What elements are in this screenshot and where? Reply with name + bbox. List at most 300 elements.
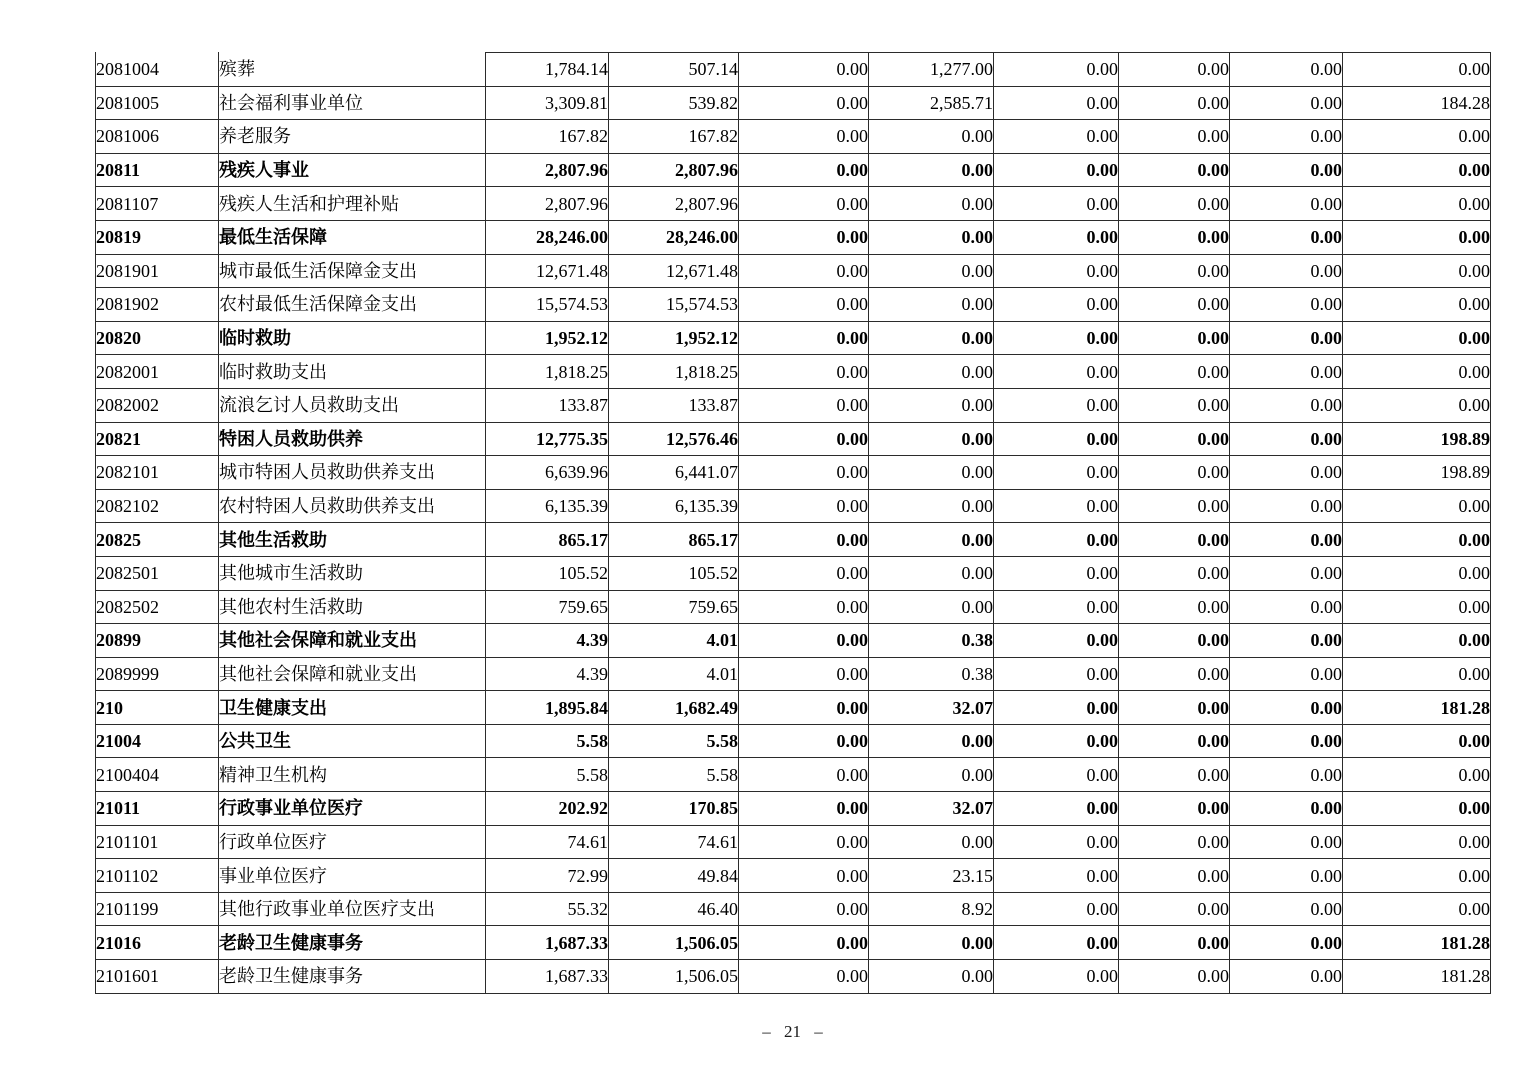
- row-name: 殡葬: [219, 53, 486, 87]
- row-value: 507.14: [609, 53, 739, 87]
- row-value: 12,671.48: [486, 254, 609, 288]
- row-value: 0.00: [739, 321, 869, 355]
- row-value: 181.28: [1343, 926, 1491, 960]
- row-value: 0.00: [869, 960, 994, 994]
- row-value: 0.38: [869, 624, 994, 658]
- table-row: [96, 254, 1491, 288]
- row-value: 0.00: [739, 388, 869, 422]
- row-value: 0.00: [869, 590, 994, 624]
- row-name: 其他城市生活救助: [219, 556, 486, 590]
- row-code: 2082501: [96, 556, 219, 590]
- row-name: 残疾人生活和护理补贴: [219, 187, 486, 221]
- row-value: 4.01: [609, 624, 739, 658]
- row-value: 1,687.33: [486, 926, 609, 960]
- row-value: 0.00: [1119, 724, 1230, 758]
- row-value: 0.00: [739, 220, 869, 254]
- row-value: 0.00: [1230, 657, 1343, 691]
- row-value: 0.00: [1230, 489, 1343, 523]
- row-value: 55.32: [486, 892, 609, 926]
- row-value: 0.00: [1119, 758, 1230, 792]
- row-value: 0.00: [739, 590, 869, 624]
- row-value: 15,574.53: [486, 288, 609, 322]
- row-value: 0.00: [994, 86, 1119, 120]
- row-value: 0.00: [994, 657, 1119, 691]
- row-name: 老龄卫生健康事务: [219, 926, 486, 960]
- row-value: 12,775.35: [486, 422, 609, 456]
- row-value: 0.00: [1119, 825, 1230, 859]
- row-name: 特困人员救助供养: [219, 422, 486, 456]
- row-value: 12,671.48: [609, 254, 739, 288]
- row-value: 0.00: [1119, 691, 1230, 725]
- row-value: 0.00: [1119, 926, 1230, 960]
- row-value: 0.00: [1343, 624, 1491, 658]
- row-value: 0.00: [1119, 892, 1230, 926]
- row-value: 1,952.12: [486, 321, 609, 355]
- budget-table: [95, 52, 1491, 994]
- table-row: [96, 892, 1491, 926]
- row-value: 0.00: [994, 724, 1119, 758]
- row-code: 2101199: [96, 892, 219, 926]
- row-code: 2081005: [96, 86, 219, 120]
- row-value: 0.00: [1119, 523, 1230, 557]
- row-value: 0.38: [869, 657, 994, 691]
- row-value: 1,277.00: [869, 53, 994, 87]
- row-value: 133.87: [486, 388, 609, 422]
- row-value: 0.00: [1119, 590, 1230, 624]
- row-value: 0.00: [1343, 556, 1491, 590]
- budget-table-body: [96, 53, 1491, 994]
- row-value: 0.00: [869, 288, 994, 322]
- row-name: 其他生活救助: [219, 523, 486, 557]
- row-code: 2081107: [96, 187, 219, 221]
- row-name: 公共卫生: [219, 724, 486, 758]
- row-value: 74.61: [609, 825, 739, 859]
- row-value: 0.00: [869, 523, 994, 557]
- row-value: 0.00: [1343, 355, 1491, 389]
- row-value: 0.00: [1230, 456, 1343, 490]
- row-value: 0.00: [994, 892, 1119, 926]
- row-code: 2101102: [96, 859, 219, 893]
- table-row: [96, 489, 1491, 523]
- row-value: 0.00: [739, 859, 869, 893]
- row-value: 0.00: [869, 724, 994, 758]
- row-value: 0.00: [739, 691, 869, 725]
- row-value: 0.00: [869, 321, 994, 355]
- row-value: 167.82: [486, 120, 609, 154]
- table-row: [96, 86, 1491, 120]
- row-name: 养老服务: [219, 120, 486, 154]
- row-value: 0.00: [1230, 120, 1343, 154]
- row-value: 0.00: [739, 825, 869, 859]
- table-row: [96, 590, 1491, 624]
- row-value: 0.00: [994, 590, 1119, 624]
- table-row: [96, 288, 1491, 322]
- row-value: 5.58: [609, 758, 739, 792]
- row-value: 105.52: [609, 556, 739, 590]
- table-row: [96, 153, 1491, 187]
- row-value: 15,574.53: [609, 288, 739, 322]
- row-value: 0.00: [1230, 355, 1343, 389]
- row-name: 行政事业单位医疗: [219, 792, 486, 826]
- row-value: 0.00: [1343, 758, 1491, 792]
- row-value: 0.00: [1119, 556, 1230, 590]
- row-value: 0.00: [739, 422, 869, 456]
- row-value: 0.00: [1119, 220, 1230, 254]
- row-value: 1,818.25: [609, 355, 739, 389]
- table-row: [96, 960, 1491, 994]
- row-value: 0.00: [994, 556, 1119, 590]
- row-value: 1,506.05: [609, 926, 739, 960]
- row-name: 其他社会保障和就业支出: [219, 657, 486, 691]
- row-value: 0.00: [1119, 53, 1230, 87]
- table-row: [96, 825, 1491, 859]
- row-code: 2082102: [96, 489, 219, 523]
- row-value: 0.00: [1230, 960, 1343, 994]
- row-value: 1,784.14: [486, 53, 609, 87]
- table-row: [96, 388, 1491, 422]
- row-value: 2,585.71: [869, 86, 994, 120]
- row-name: 行政单位医疗: [219, 825, 486, 859]
- row-value: 0.00: [1343, 187, 1491, 221]
- row-value: 8.92: [869, 892, 994, 926]
- row-value: 0.00: [1230, 388, 1343, 422]
- row-value: 105.52: [486, 556, 609, 590]
- row-value: 46.40: [609, 892, 739, 926]
- table-row: [96, 657, 1491, 691]
- row-value: 0.00: [739, 724, 869, 758]
- row-name: 农村特困人员救助供养支出: [219, 489, 486, 523]
- row-name: 其他社会保障和就业支出: [219, 624, 486, 658]
- row-value: 0.00: [1343, 825, 1491, 859]
- row-code: 21011: [96, 792, 219, 826]
- row-code: 21016: [96, 926, 219, 960]
- row-value: 0.00: [739, 960, 869, 994]
- row-value: 0.00: [1230, 187, 1343, 221]
- row-value: 0.00: [1343, 892, 1491, 926]
- row-code: 210: [96, 691, 219, 725]
- page-number: – 21 –: [762, 1022, 823, 1041]
- row-value: 0.00: [1119, 288, 1230, 322]
- row-value: 0.00: [869, 556, 994, 590]
- row-value: 0.00: [1343, 321, 1491, 355]
- row-name: 老龄卫生健康事务: [219, 960, 486, 994]
- row-value: 4.39: [486, 624, 609, 658]
- row-value: 0.00: [1230, 523, 1343, 557]
- row-value: 0.00: [1343, 153, 1491, 187]
- row-name: 城市特困人员救助供养支出: [219, 456, 486, 490]
- row-value: 167.82: [609, 120, 739, 154]
- row-value: 0.00: [1119, 388, 1230, 422]
- row-value: 6,135.39: [609, 489, 739, 523]
- row-value: 0.00: [994, 523, 1119, 557]
- row-value: 0.00: [1119, 960, 1230, 994]
- row-value: 0.00: [739, 489, 869, 523]
- row-code: 2100404: [96, 758, 219, 792]
- row-value: 0.00: [1119, 86, 1230, 120]
- row-value: 72.99: [486, 859, 609, 893]
- row-value: 74.61: [486, 825, 609, 859]
- row-value: 0.00: [1343, 859, 1491, 893]
- row-value: 0.00: [1119, 187, 1230, 221]
- row-value: 0.00: [739, 758, 869, 792]
- row-value: 2,807.96: [609, 153, 739, 187]
- row-name: 其他农村生活救助: [219, 590, 486, 624]
- row-code: 20821: [96, 422, 219, 456]
- row-value: 1,506.05: [609, 960, 739, 994]
- row-value: 0.00: [1230, 792, 1343, 826]
- row-value: 181.28: [1343, 691, 1491, 725]
- row-code: 20899: [96, 624, 219, 658]
- row-value: 0.00: [1119, 321, 1230, 355]
- row-value: 0.00: [1119, 489, 1230, 523]
- row-value: 0.00: [869, 153, 994, 187]
- row-value: 0.00: [869, 388, 994, 422]
- row-value: 0.00: [739, 187, 869, 221]
- row-code: 2082101: [96, 456, 219, 490]
- row-value: 0.00: [1230, 724, 1343, 758]
- row-value: 0.00: [869, 187, 994, 221]
- row-code: 2089999: [96, 657, 219, 691]
- table-row: [96, 355, 1491, 389]
- row-name: 其他行政事业单位医疗支出: [219, 892, 486, 926]
- row-value: 0.00: [1343, 220, 1491, 254]
- row-value: 0.00: [1230, 926, 1343, 960]
- table-row: [96, 53, 1491, 87]
- row-value: 0.00: [994, 624, 1119, 658]
- row-name: 最低生活保障: [219, 220, 486, 254]
- row-value: 0.00: [869, 120, 994, 154]
- row-code: 20820: [96, 321, 219, 355]
- row-value: 23.15: [869, 859, 994, 893]
- row-value: 5.58: [609, 724, 739, 758]
- row-value: 0.00: [869, 489, 994, 523]
- row-value: 0.00: [1230, 859, 1343, 893]
- row-value: 1,682.49: [609, 691, 739, 725]
- row-name: 残疾人事业: [219, 153, 486, 187]
- row-value: 0.00: [739, 792, 869, 826]
- row-value: 1,687.33: [486, 960, 609, 994]
- table-row: [96, 220, 1491, 254]
- row-value: 0.00: [1230, 422, 1343, 456]
- row-value: 0.00: [1230, 624, 1343, 658]
- row-value: 49.84: [609, 859, 739, 893]
- row-value: 0.00: [869, 825, 994, 859]
- row-value: 0.00: [994, 355, 1119, 389]
- row-value: 0.00: [739, 657, 869, 691]
- row-value: 0.00: [739, 153, 869, 187]
- row-value: 0.00: [739, 288, 869, 322]
- row-value: 0.00: [994, 388, 1119, 422]
- row-value: 5.58: [486, 758, 609, 792]
- row-value: 539.82: [609, 86, 739, 120]
- row-value: 0.00: [994, 825, 1119, 859]
- table-row: [96, 859, 1491, 893]
- row-value: 0.00: [994, 187, 1119, 221]
- row-name: 临时救助: [219, 321, 486, 355]
- row-value: 6,135.39: [486, 489, 609, 523]
- table-row: [96, 120, 1491, 154]
- row-value: 0.00: [1343, 120, 1491, 154]
- row-value: 0.00: [994, 220, 1119, 254]
- row-value: 0.00: [869, 220, 994, 254]
- row-value: 0.00: [1230, 825, 1343, 859]
- row-value: 0.00: [1230, 254, 1343, 288]
- row-value: 2,807.96: [609, 187, 739, 221]
- row-value: 0.00: [1119, 859, 1230, 893]
- row-value: 0.00: [1119, 624, 1230, 658]
- row-name: 精神卫生机构: [219, 758, 486, 792]
- row-value: 0.00: [994, 758, 1119, 792]
- row-value: 0.00: [1119, 254, 1230, 288]
- row-value: 6,441.07: [609, 456, 739, 490]
- row-name: 流浪乞讨人员救助支出: [219, 388, 486, 422]
- row-value: 2,807.96: [486, 187, 609, 221]
- row-value: 0.00: [1119, 355, 1230, 389]
- row-value: 6,639.96: [486, 456, 609, 490]
- row-name: 城市最低生活保障金支出: [219, 254, 486, 288]
- row-value: 1,818.25: [486, 355, 609, 389]
- row-value: 759.65: [609, 590, 739, 624]
- row-value: 0.00: [739, 892, 869, 926]
- row-code: 20819: [96, 220, 219, 254]
- row-value: 0.00: [1119, 153, 1230, 187]
- row-value: 3,309.81: [486, 86, 609, 120]
- row-value: 0.00: [739, 523, 869, 557]
- table-row: [96, 758, 1491, 792]
- row-name: 社会福利事业单位: [219, 86, 486, 120]
- row-code: 2081006: [96, 120, 219, 154]
- row-value: 181.28: [1343, 960, 1491, 994]
- row-value: 4.39: [486, 657, 609, 691]
- row-value: 0.00: [869, 456, 994, 490]
- row-value: 0.00: [994, 153, 1119, 187]
- row-value: 1,895.84: [486, 691, 609, 725]
- row-value: 0.00: [1119, 120, 1230, 154]
- row-code: 20811: [96, 153, 219, 187]
- row-value: 2,807.96: [486, 153, 609, 187]
- table-row: [96, 523, 1491, 557]
- row-value: 0.00: [994, 792, 1119, 826]
- row-value: 0.00: [1343, 288, 1491, 322]
- table-row: [96, 724, 1491, 758]
- row-value: 0.00: [739, 53, 869, 87]
- row-value: 0.00: [1343, 489, 1491, 523]
- row-value: 0.00: [994, 456, 1119, 490]
- row-value: 0.00: [869, 926, 994, 960]
- row-value: 0.00: [869, 355, 994, 389]
- row-value: 0.00: [1230, 321, 1343, 355]
- row-value: 0.00: [994, 422, 1119, 456]
- row-value: 759.65: [486, 590, 609, 624]
- row-code: 2081901: [96, 254, 219, 288]
- row-value: 0.00: [1230, 691, 1343, 725]
- row-value: 0.00: [994, 321, 1119, 355]
- row-name: 临时救助支出: [219, 355, 486, 389]
- row-value: 0.00: [994, 489, 1119, 523]
- row-value: 0.00: [994, 53, 1119, 87]
- row-value: 170.85: [609, 792, 739, 826]
- row-value: 0.00: [1230, 590, 1343, 624]
- row-value: 0.00: [1343, 590, 1491, 624]
- row-value: 184.28: [1343, 86, 1491, 120]
- row-value: 0.00: [994, 691, 1119, 725]
- table-row: [96, 556, 1491, 590]
- row-value: 0.00: [1343, 724, 1491, 758]
- row-code: 2081004: [96, 53, 219, 87]
- row-value: 0.00: [869, 422, 994, 456]
- row-code: 20825: [96, 523, 219, 557]
- row-value: 0.00: [739, 624, 869, 658]
- row-value: 0.00: [1230, 758, 1343, 792]
- row-value: 0.00: [869, 758, 994, 792]
- row-code: 2082001: [96, 355, 219, 389]
- row-value: 0.00: [1230, 892, 1343, 926]
- row-value: 0.00: [1343, 53, 1491, 87]
- table-row: [96, 624, 1491, 658]
- row-value: 0.00: [1343, 254, 1491, 288]
- row-code: 2101601: [96, 960, 219, 994]
- row-value: 5.58: [486, 724, 609, 758]
- row-code: 2082002: [96, 388, 219, 422]
- row-value: 0.00: [739, 254, 869, 288]
- table-row: [96, 792, 1491, 826]
- row-value: 133.87: [609, 388, 739, 422]
- row-value: 0.00: [1119, 422, 1230, 456]
- row-value: 0.00: [739, 926, 869, 960]
- row-value: 0.00: [739, 86, 869, 120]
- row-value: 0.00: [1343, 792, 1491, 826]
- row-value: 0.00: [739, 456, 869, 490]
- row-value: 0.00: [739, 120, 869, 154]
- table-row: [96, 926, 1491, 960]
- row-name: 农村最低生活保障金支出: [219, 288, 486, 322]
- row-value: 0.00: [994, 960, 1119, 994]
- row-name: 事业单位医疗: [219, 859, 486, 893]
- row-value: 0.00: [1230, 53, 1343, 87]
- row-value: 12,576.46: [609, 422, 739, 456]
- row-value: 0.00: [1343, 657, 1491, 691]
- row-value: 0.00: [1230, 288, 1343, 322]
- row-value: 28,246.00: [609, 220, 739, 254]
- row-name: 卫生健康支出: [219, 691, 486, 725]
- row-value: 865.17: [609, 523, 739, 557]
- row-value: 0.00: [739, 556, 869, 590]
- table-row: [96, 187, 1491, 221]
- row-value: 0.00: [994, 859, 1119, 893]
- row-value: 0.00: [1230, 86, 1343, 120]
- row-value: 0.00: [1343, 388, 1491, 422]
- row-value: 198.89: [1343, 456, 1491, 490]
- row-value: 198.89: [1343, 422, 1491, 456]
- row-value: 0.00: [1119, 657, 1230, 691]
- table-row: [96, 422, 1491, 456]
- row-value: 0.00: [1230, 153, 1343, 187]
- table-row: [96, 691, 1491, 725]
- row-value: 1,952.12: [609, 321, 739, 355]
- row-value: 0.00: [1119, 456, 1230, 490]
- row-value: 0.00: [1343, 523, 1491, 557]
- row-value: 0.00: [1230, 556, 1343, 590]
- row-value: 0.00: [994, 254, 1119, 288]
- row-code: 2082502: [96, 590, 219, 624]
- table-row: [96, 456, 1491, 490]
- row-value: 0.00: [1119, 792, 1230, 826]
- row-value: 0.00: [1230, 220, 1343, 254]
- row-value: 0.00: [994, 120, 1119, 154]
- row-value: 28,246.00: [486, 220, 609, 254]
- row-value: 0.00: [994, 926, 1119, 960]
- row-value: 0.00: [739, 355, 869, 389]
